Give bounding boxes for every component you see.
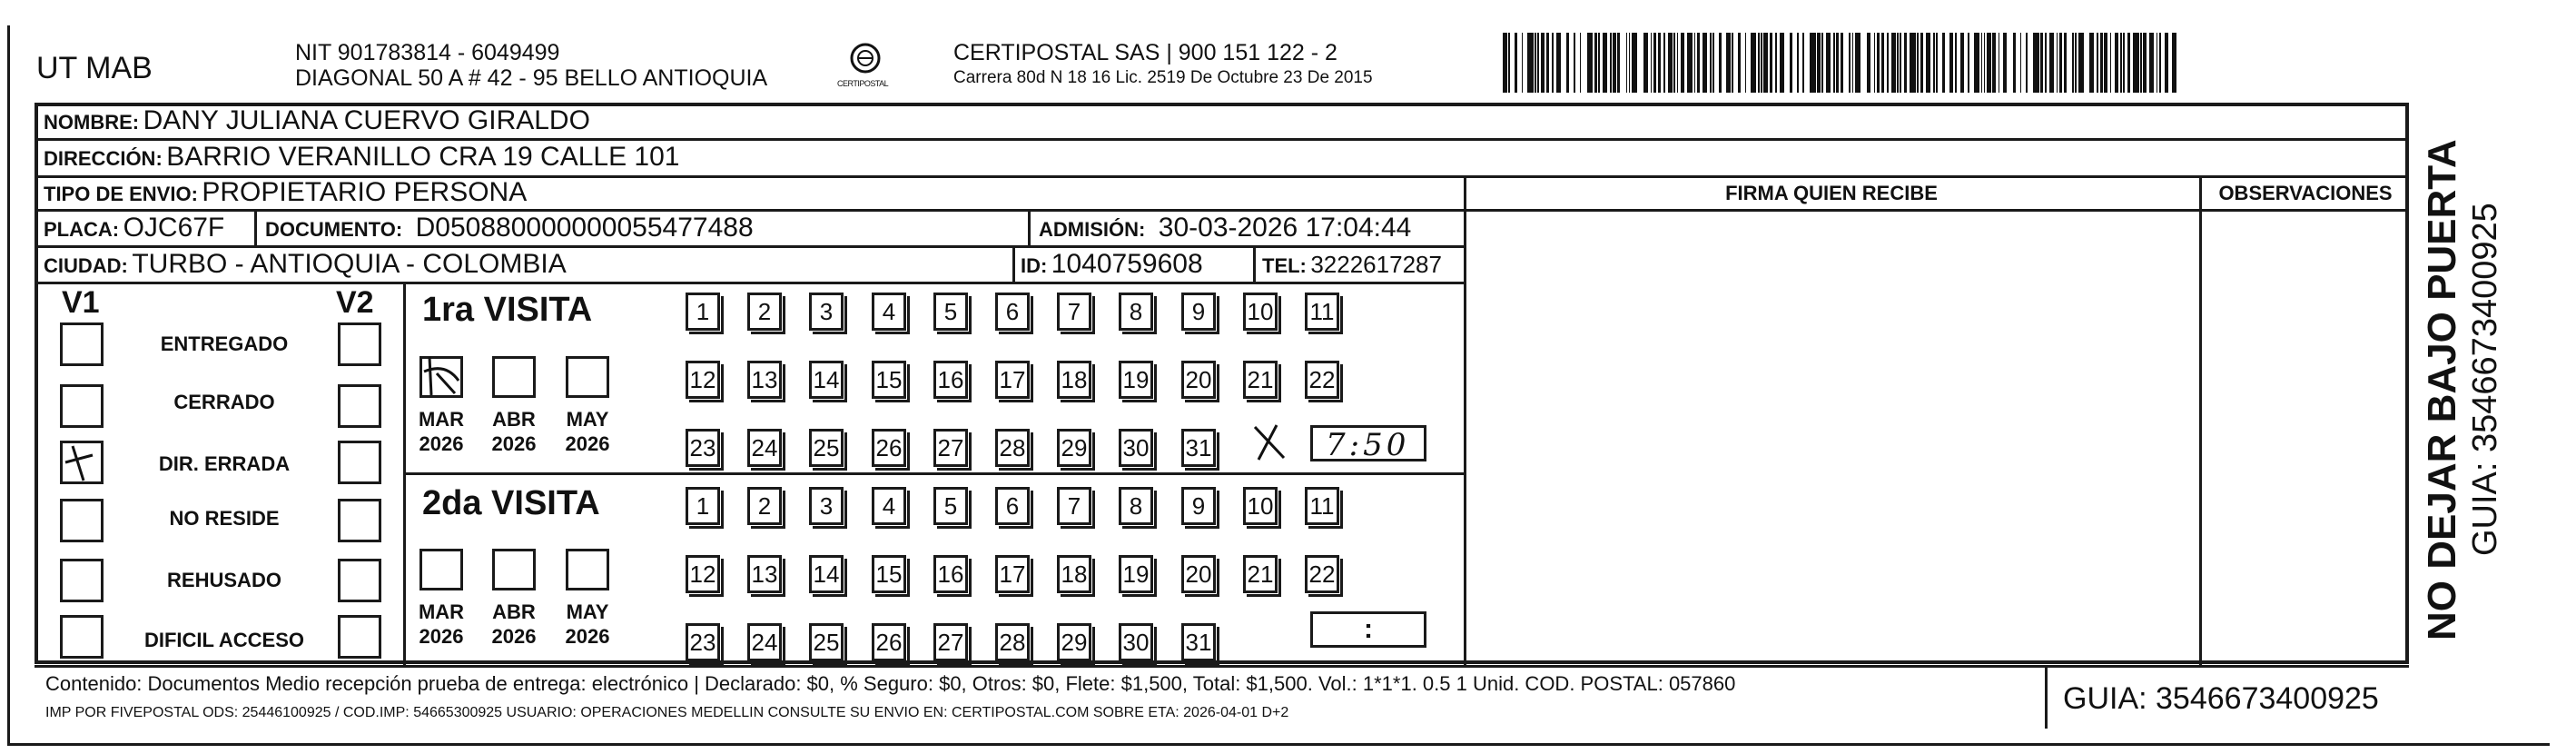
visit-1-time-handwritten: 7:50	[1326, 427, 1410, 463]
firma-header: FIRMA QUIEN RECIBE	[1725, 182, 1938, 204]
barcode-bar	[1719, 33, 1722, 93]
day-box-20[interactable]: 20	[1181, 361, 1216, 399]
day-box-29[interactable]: 29	[1057, 623, 1091, 661]
carrier-name: CERTIPOSTAL SAS | 900 151 122 - 2	[953, 40, 1337, 65]
direccion-row	[44, 144, 680, 171]
barcode-bar	[1751, 33, 1756, 93]
barcode-bar	[1877, 33, 1880, 93]
day-box-2[interactable]: 2	[747, 293, 782, 331]
barcode-bar	[1653, 33, 1656, 93]
barcode-bar	[1726, 33, 1731, 93]
barcode-bar	[1852, 33, 1854, 93]
admision-cell	[1039, 214, 1411, 242]
visit-2-title: 2da VISITA	[422, 484, 600, 522]
footer-guia: GUIA: 3546673400925	[2063, 681, 2379, 716]
barcode-bar	[1981, 33, 1983, 93]
barcode-bar	[1761, 33, 1762, 93]
barcode-bar	[2100, 33, 2103, 93]
day-31-strike	[1249, 422, 1289, 463]
barcode-bar	[1594, 33, 1597, 93]
day-box-23[interactable]: 23	[686, 623, 720, 661]
barcode-bar	[2097, 33, 2098, 93]
status-entregado: ENTREGADO	[160, 332, 289, 355]
day-box-31[interactable]: 31	[1181, 429, 1216, 467]
barcode-bar	[1663, 33, 1665, 93]
shipment-barcode	[1503, 33, 2179, 93]
barcode-bar	[2064, 33, 2067, 93]
barcode-bar	[1763, 33, 1768, 93]
v1-header: V1	[62, 285, 100, 320]
barcode-bar	[1802, 33, 1804, 93]
day-box-12[interactable]: 12	[686, 361, 720, 399]
day-box-24[interactable]: 24	[747, 623, 782, 661]
company-name: UT MAB	[36, 51, 153, 85]
tipo-envio-label: TIPO DE ENVIO:	[44, 183, 198, 205]
barcode-bar	[1522, 33, 1524, 93]
barcode-bar	[1770, 33, 1772, 93]
month-year: 2026	[419, 432, 464, 455]
barcode-bar	[1632, 33, 1637, 93]
v1-checkbox-rehusado[interactable]	[60, 559, 104, 602]
barcode-bar	[1738, 33, 1741, 93]
day-box-13[interactable]: 13	[747, 361, 782, 399]
barcode-bar	[1881, 33, 1884, 93]
day-box-5[interactable]: 5	[933, 487, 968, 525]
row-rule	[403, 472, 1466, 475]
day-box-26[interactable]: 26	[872, 623, 906, 661]
v1-checkbox-cerrado[interactable]	[60, 384, 104, 428]
tel-label: TEL:	[1262, 254, 1307, 277]
id-label: ID:	[1021, 254, 1048, 277]
barcode-bar	[1687, 33, 1693, 93]
barcode-bar	[1732, 33, 1733, 93]
tel-cell	[1262, 253, 1442, 276]
col-rule	[1253, 245, 1256, 282]
day-box-27[interactable]: 27	[933, 623, 968, 661]
v1-checkbox-dir-errada[interactable]	[60, 441, 104, 484]
col-rule	[2199, 175, 2202, 666]
barcode-bar	[1658, 33, 1661, 93]
barcode-bar	[1897, 33, 1899, 93]
barcode-bar	[1603, 33, 1607, 93]
col-rule	[1464, 175, 1466, 666]
v2-checkbox-cerrado[interactable]	[338, 384, 381, 428]
barcode-bar	[1904, 33, 1907, 93]
day-box-6[interactable]: 6	[995, 293, 1030, 331]
visit-1-month-abr-box[interactable]	[492, 356, 536, 398]
day-box-10[interactable]: 10	[1243, 487, 1278, 525]
barcode-bar	[1984, 33, 1986, 93]
barcode-bar	[1697, 33, 1700, 93]
visit-2-time-separator: :	[1364, 614, 1373, 644]
day-box-1[interactable]: 1	[686, 293, 720, 331]
barcode-bar	[2123, 33, 2125, 93]
row-rule	[35, 138, 2409, 141]
tel-value: 3222617287	[1310, 251, 1442, 278]
barcode-bar	[1610, 33, 1612, 93]
barcode-bar	[1629, 33, 1631, 93]
visit-1-month-may	[560, 407, 615, 456]
visit-2-month-abr	[487, 600, 541, 649]
barcode-bar	[1933, 33, 1935, 93]
day-box-14[interactable]: 14	[809, 555, 844, 593]
barcode-bar	[1821, 33, 1823, 93]
col-rule	[1012, 245, 1015, 282]
tipo-envio-value: PROPIETARIO PERSONA	[202, 177, 528, 207]
nombre-row	[44, 107, 590, 134]
barcode-bar	[1626, 33, 1628, 93]
nombre-value: DANY JULIANA CUERVO GIRALDO	[143, 105, 590, 135]
day-box-10[interactable]: 10	[1243, 293, 1278, 331]
day-box-9[interactable]: 9	[1181, 293, 1216, 331]
barcode-bar	[2159, 33, 2161, 93]
day-box-30[interactable]: 30	[1119, 623, 1153, 661]
barcode-bar	[1910, 33, 1915, 93]
barcode-bar	[2165, 33, 2167, 93]
row-rule	[35, 209, 2409, 212]
row-rule	[35, 282, 1466, 284]
day-box-14[interactable]: 14	[809, 361, 844, 399]
visit-2-time-box[interactable]	[1310, 611, 1426, 648]
visit-1-month-may-box[interactable]	[566, 356, 609, 398]
ciudad-value: TURBO - ANTIOQUIA - COLOMBIA	[132, 249, 567, 279]
month-year: 2026	[491, 432, 537, 455]
barcode-bar	[1797, 33, 1799, 93]
barcode-bar	[2140, 33, 2142, 93]
barcode-bar	[2157, 33, 2158, 93]
documento-value: D050880000000055477488	[415, 213, 754, 243]
day-box-13[interactable]: 13	[747, 555, 782, 593]
barcode-bar	[2110, 33, 2112, 93]
barcode-bar	[1503, 33, 1507, 93]
barcode-bar	[2143, 33, 2146, 93]
day-box-11[interactable]: 11	[1305, 487, 1339, 525]
barcode-bar	[1891, 33, 1896, 93]
day-box-12[interactable]: 12	[686, 555, 720, 593]
day-box-5[interactable]: 5	[933, 293, 968, 331]
barcode-bar	[1681, 33, 1683, 93]
month-name: ABR	[492, 408, 536, 431]
day-box-8[interactable]: 8	[1119, 487, 1153, 525]
v2-checkbox-dir-errada[interactable]	[338, 441, 381, 484]
month-year: 2026	[419, 625, 464, 648]
barcode-bar	[2020, 33, 2022, 93]
v1-checkbox-entregado[interactable]	[60, 322, 104, 366]
day-box-25[interactable]: 25	[809, 623, 844, 661]
visit-1-month-abr	[487, 407, 541, 456]
barcode-bar	[1775, 33, 1777, 93]
documento-cell	[265, 214, 754, 242]
barcode-bar	[1780, 33, 1784, 93]
day-box-18[interactable]: 18	[1057, 361, 1091, 399]
day-box-4[interactable]: 4	[872, 487, 906, 525]
barcode-bar	[1810, 33, 1815, 93]
month-name: MAY	[566, 408, 609, 431]
barcode-bar	[1887, 33, 1889, 93]
barcode-bar	[1942, 33, 1945, 93]
placa-value: OJC67F	[123, 213, 225, 243]
barcode-bar	[2078, 33, 2084, 93]
admision-value: 30-03-2026 17:04:44	[1158, 213, 1412, 243]
admision-label: ADMISIÓN:	[1039, 218, 1146, 241]
day-box-20[interactable]: 20	[1181, 555, 1216, 593]
barcode-bar	[1613, 33, 1615, 93]
barcode-bar	[1833, 33, 1835, 93]
barcode-bar	[1515, 33, 1517, 93]
day-box-15[interactable]: 15	[872, 555, 906, 593]
day-box-8[interactable]: 8	[1119, 293, 1153, 331]
day-box-28[interactable]: 28	[995, 429, 1030, 467]
observaciones-header: OBSERVACIONES	[2218, 182, 2393, 204]
visit-1-month-mar-box[interactable]	[419, 356, 463, 398]
barcode-bar	[1508, 33, 1510, 93]
barcode-bar	[2013, 33, 2016, 93]
barcode-bar	[1537, 33, 1539, 93]
footer-contenido: Contenido: Documentos Medio recepción prueba de entrega: electrónico | Declarado: $0, % Seguro: $0, Otros: $0, Flete: $1,500, Total: $1,500. Vol.: 1*1*1. 0.5 1 Unid. COD. POSTAL: 057860	[45, 672, 1736, 695]
barcode-bar	[1867, 33, 1871, 93]
day-box-22[interactable]: 22	[1305, 555, 1339, 593]
page-bottom-rule	[7, 743, 2550, 746]
day-box-16[interactable]: 16	[933, 361, 968, 399]
barcode-bar	[1987, 33, 1991, 93]
footer-imp: IMP POR FIVEPOSTAL ODS: 25446100925 / COD.IMP: 54665300925 USUARIO: OPERACIONES MEDELLIN CONSULTE SU ENVIO EN: CERTIPOSTAL.COM SOBRE ETA: 2026-04-01 D+2	[45, 705, 1289, 720]
barcode-bar	[2057, 33, 2058, 93]
barcode-bar	[1968, 33, 1969, 93]
barcode-bar	[1580, 33, 1582, 93]
day-box-3[interactable]: 3	[809, 293, 844, 331]
carrier-license: Carrera 80d N 18 16 Lic. 2519 De Octubre 23 De 2015	[953, 68, 1373, 87]
month-year: 2026	[491, 625, 537, 648]
day-box-17[interactable]: 17	[995, 555, 1030, 593]
barcode-bar	[1955, 33, 1957, 93]
day-box-17[interactable]: 17	[995, 361, 1030, 399]
v2-checkbox-no-reside[interactable]	[338, 499, 381, 542]
barcode-bar	[1826, 33, 1831, 93]
barcode-bar	[1855, 33, 1860, 93]
month-year: 2026	[565, 625, 610, 648]
col-rule	[403, 282, 406, 666]
barcode-bar	[1617, 33, 1620, 93]
status-rehusado: REHUSADO	[167, 569, 281, 591]
nit-line: NIT 901783814 - 6049499	[295, 40, 560, 65]
col-rule	[1028, 209, 1031, 245]
visit-1-month-mar	[414, 407, 469, 456]
v1-checkbox-no-reside[interactable]	[60, 499, 104, 542]
barcode-bar	[1758, 33, 1760, 93]
barcode-bar	[1546, 33, 1549, 93]
barcode-bar	[2149, 33, 2154, 93]
day-box-15[interactable]: 15	[872, 361, 906, 399]
ciudad-cell	[44, 251, 567, 278]
status-dificil-acceso: DIFICIL ACCESO	[143, 629, 304, 651]
barcode-bar	[1712, 33, 1714, 93]
visit-2-month-may-box[interactable]	[566, 549, 609, 590]
barcode-bar	[1836, 33, 1839, 93]
day-box-30[interactable]: 30	[1119, 429, 1153, 467]
visit-2-month-abr-box[interactable]	[492, 549, 536, 590]
barcode-bar	[2026, 33, 2028, 93]
barcode-bar	[1874, 33, 1876, 93]
status-no-reside: NO RESIDE	[169, 507, 280, 530]
barcode-bar	[1920, 33, 1923, 93]
barcode-bar	[1817, 33, 1820, 93]
v2-checkbox-rehusado[interactable]	[338, 559, 381, 602]
day-box-16[interactable]: 16	[933, 555, 968, 593]
barcode-bar	[2075, 33, 2077, 93]
barcode-bar	[1960, 33, 1963, 93]
day-box-22[interactable]: 22	[1305, 361, 1339, 399]
certipostal-logo	[834, 40, 897, 93]
barcode-bar	[2040, 33, 2043, 93]
barcode-bar	[2059, 33, 2062, 93]
barcode-bar	[1552, 33, 1554, 93]
barcode-bar	[1541, 33, 1545, 93]
barcode-bar	[1974, 33, 1979, 93]
day-box-31[interactable]: 31	[1181, 623, 1216, 661]
day-box-19[interactable]: 19	[1119, 361, 1153, 399]
day-box-21[interactable]: 21	[1243, 555, 1278, 593]
day-box-28[interactable]: 28	[995, 623, 1030, 661]
day-box-2[interactable]: 2	[747, 487, 782, 525]
barcode-bar	[2172, 33, 2176, 93]
day-box-3[interactable]: 3	[809, 487, 844, 525]
day-box-7[interactable]: 7	[1057, 487, 1091, 525]
month-name: ABR	[492, 600, 536, 623]
placa-label: PLACA:	[44, 218, 120, 241]
barcode-bar	[1849, 33, 1851, 93]
barcode-bar	[2120, 33, 2122, 93]
day-box-18[interactable]: 18	[1057, 555, 1091, 593]
direccion-label: DIRECCIÓN:	[44, 147, 163, 170]
barcode-bar	[1566, 33, 1569, 93]
day-box-24[interactable]: 24	[747, 429, 782, 467]
barcode-bar	[1703, 33, 1707, 93]
barcode-bar	[2104, 33, 2107, 93]
barcode-bar	[1992, 33, 1995, 93]
barcode-bar	[1677, 33, 1679, 93]
barcode-bar	[1668, 33, 1673, 93]
barcode-bar	[2033, 33, 2038, 93]
barcode-bar	[2045, 33, 2047, 93]
day-box-21[interactable]: 21	[1243, 361, 1278, 399]
barcode-bar	[1643, 33, 1648, 93]
v1-checkbox-dificil-acceso[interactable]	[60, 615, 104, 659]
barcode-bar	[1900, 33, 1901, 93]
day-box-29[interactable]: 29	[1057, 429, 1091, 467]
barcode-bar	[1745, 33, 1747, 93]
documento-label: DOCUMENTO:	[265, 218, 403, 241]
day-box-25[interactable]: 25	[809, 429, 844, 467]
barcode-bar	[1556, 33, 1561, 93]
barcode-bar	[2003, 33, 2008, 93]
barcode-bar	[2133, 33, 2138, 93]
barcode-bar	[1917, 33, 1919, 93]
tipo-envio-row	[44, 179, 527, 206]
day-box-6[interactable]: 6	[995, 487, 1030, 525]
side-guia: GUIA: 3546673400925	[2466, 203, 2504, 556]
barcode-bar	[1999, 33, 2000, 93]
barcode-bar	[1527, 33, 1533, 93]
barcode-bar	[1574, 33, 1575, 93]
barcode-bar	[2049, 33, 2054, 93]
barcode-bar	[2115, 33, 2119, 93]
v2-checkbox-entregado[interactable]	[338, 322, 381, 366]
visit-1-title: 1ra VISITA	[422, 291, 593, 329]
barcode-bar	[1841, 33, 1843, 93]
barcode-bar	[1710, 33, 1712, 93]
barcode-bar	[1535, 33, 1536, 93]
barcode-bar	[1926, 33, 1930, 93]
sender-address: DIAGONAL 50 A # 42 - 95 BELLO ANTIOQUIA	[295, 65, 768, 91]
month-name: MAR	[418, 408, 465, 431]
barcode-bar	[1694, 33, 1696, 93]
barcode-bar	[1673, 33, 1675, 93]
visit-2-month-mar-box[interactable]	[419, 549, 463, 590]
barcode-bar	[1651, 33, 1653, 93]
day-box-23[interactable]: 23	[686, 429, 720, 467]
logo-caption: CERTIPOSTAL	[837, 79, 889, 88]
handwritten-checkmark	[419, 353, 464, 399]
status-dir-errada: DIR. ERRADA	[158, 452, 291, 475]
barcode-bar	[1936, 33, 1938, 93]
handwritten-checkmark	[60, 441, 104, 484]
status-cerrado: CERRADO	[173, 391, 275, 413]
day-box-4[interactable]: 4	[872, 293, 906, 331]
barcode-bar	[2127, 33, 2130, 93]
col-rule	[2045, 665, 2048, 729]
visit-1-time-box[interactable]	[1310, 425, 1426, 461]
day-box-19[interactable]: 19	[1119, 555, 1153, 593]
day-box-9[interactable]: 9	[1181, 487, 1216, 525]
footer-rule	[35, 665, 2409, 668]
day-box-7[interactable]: 7	[1057, 293, 1091, 331]
side-warning: NO DEJAR BAJO PUERTA	[2420, 139, 2464, 640]
month-year: 2026	[565, 432, 610, 455]
visit-2-month-may	[560, 600, 615, 649]
barcode-bar	[1598, 33, 1600, 93]
day-box-27[interactable]: 27	[933, 429, 968, 467]
v2-header: V2	[336, 285, 374, 320]
placa-cell	[44, 214, 224, 242]
day-box-11[interactable]: 11	[1305, 293, 1339, 331]
page-left-rule	[7, 25, 10, 743]
nombre-label: NOMBRE:	[44, 111, 140, 134]
ciudad-label: CIUDAD:	[44, 254, 128, 277]
col-rule	[254, 209, 257, 245]
visit-2-month-mar	[414, 600, 469, 649]
direccion-value: BARRIO VERANILLO CRA 19 CALLE 101	[166, 142, 680, 172]
row-rule	[35, 245, 1466, 248]
barcode-bar	[2072, 33, 2074, 93]
v2-checkbox-dificil-acceso[interactable]	[338, 615, 381, 659]
day-box-26[interactable]: 26	[872, 429, 906, 467]
id-cell	[1021, 251, 1203, 278]
barcode-bar	[1790, 33, 1792, 93]
id-value: 1040759608	[1051, 249, 1203, 279]
barcode-bar	[2089, 33, 2094, 93]
barcode-bar	[1949, 33, 1954, 93]
month-name: MAR	[418, 600, 465, 623]
month-name: MAY	[566, 600, 609, 623]
barcode-bar	[1587, 33, 1593, 93]
day-box-1[interactable]: 1	[686, 487, 720, 525]
